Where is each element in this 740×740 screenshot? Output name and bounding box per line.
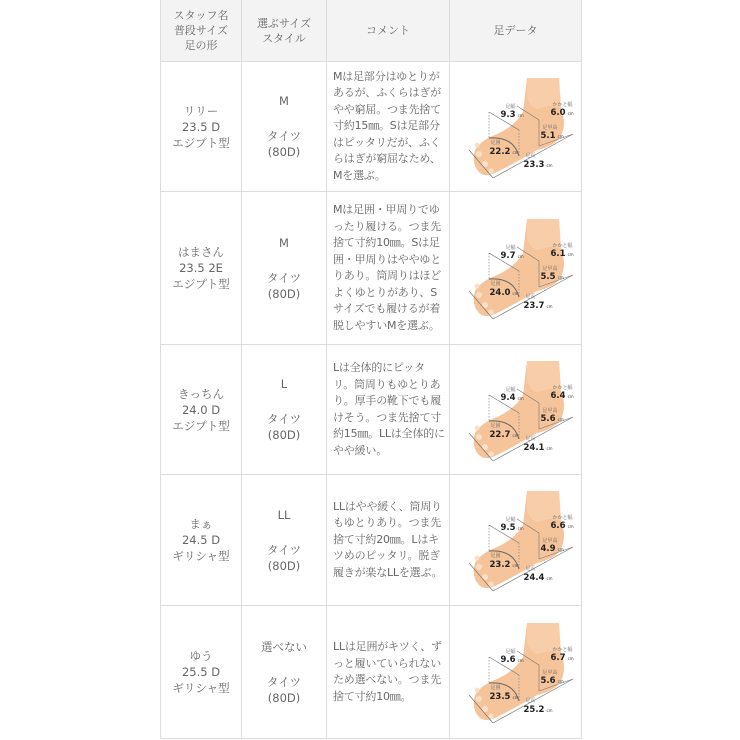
heel-width-value [551,392,574,401]
foot-width-label: 足幅 [505,517,516,523]
length-value [524,444,553,453]
unit-label: cm [517,395,524,401]
unit-label: cm [567,524,574,529]
style-denier: (80D) [267,690,301,705]
measurement-number: 22.2 [489,146,511,157]
header-chosen-size: 選ぶサイズ [256,16,312,30]
measurement-number: 4.9 [540,544,556,554]
foot-diagram [457,613,575,731]
staff-cell [161,62,242,192]
header-staff-name: スタッフ名 [173,9,229,22]
measurement-number: 23.2 [489,560,511,570]
girth-value [490,561,519,570]
instep-value [541,545,564,554]
heel-width-value [551,522,574,531]
measurement-number: 9.4 [500,392,516,403]
staff-size-comparison-table [160,0,582,739]
girth-value [490,289,519,298]
measurement-number: 6.4 [550,390,566,401]
foot-diagram [457,351,575,469]
instep-label: 足甲高 [542,407,558,414]
foot-width-label: 足幅 [505,103,516,110]
unit-label: cm [557,679,564,684]
measurement-number: 24.4 [523,573,545,583]
foot-shape: ギリシャ型 [172,549,230,563]
usual-size: 24.5 D [181,533,221,547]
style-denier: (80D) [267,145,301,159]
measurement-number: 25.2 [523,705,545,715]
size-style-cell [242,62,327,192]
measurement-number: 23.5 [489,692,511,702]
heel-width-value [551,250,574,259]
heel-width-value [551,654,574,663]
measurement-number: 5.5 [540,272,556,282]
usual-size: 23.5 D [181,119,221,134]
unit-label: cm [517,254,524,259]
measurement-number: 6.7 [550,653,566,663]
size-style-cell [242,345,327,475]
style-denier: (80D) [267,558,301,573]
unit-label: cm [567,393,574,399]
table-row [161,192,582,345]
staff-cell [161,475,242,606]
instep-value [541,273,564,282]
heel-width-label: かかと幅 [552,243,573,249]
comment-cell: Mは足囲・甲周りでゆったり履ける。つま先捨て寸約10㎜。Sは足囲・甲周りはややゆとりあり。筒周りはほどよくゆとりがあり、Sサイズでも履けるが着脱しやすいMを選ぶ。 [327,192,450,345]
foot-width-value [501,394,524,403]
instep-value [541,415,564,424]
foot-diagram [457,209,575,327]
instep-label: 足甲高 [542,538,558,544]
instep-label: 足甲高 [542,124,558,131]
staff-cell [161,192,242,345]
foot-width-label: 足幅 [505,245,516,251]
foot-data-cell [450,345,582,475]
unit-label: cm [557,133,564,139]
foot-shape: エジプト型 [172,135,230,150]
measurement-number: 23.3 [523,159,545,170]
length-label: 足長 [525,566,536,572]
heel-width-value [551,109,574,118]
heel-width-label: かかと幅 [552,647,573,653]
style-type: タイツ [266,542,302,557]
unit-label: cm [512,432,519,438]
table-row [161,475,582,606]
length-label: 足長 [525,698,536,704]
measurement-number: 5.1 [540,130,556,141]
measurement-number: 9.6 [500,655,516,665]
chosen-size: 選べない [261,639,307,654]
measurement-number: 9.5 [500,523,516,533]
chosen-size: M [279,235,289,250]
length-label: 足長 [525,435,536,442]
measurement-number: 5.6 [540,413,556,424]
measurement-number: 5.6 [540,676,556,686]
size-style-cell [242,606,327,739]
table-row [161,62,582,192]
unit-label: cm [546,708,553,713]
unit-label: cm [512,291,519,296]
size-style-cell [242,192,327,345]
chosen-size: LL [277,507,291,522]
header-style: スタイル [262,31,306,45]
header-comment: コメント [327,0,450,62]
instep-label: 足甲高 [542,670,558,676]
measurement-number: 9.3 [500,109,516,120]
header-size-style [242,0,327,62]
measurement-number: 22.7 [489,429,511,440]
style-type: タイツ [266,270,302,285]
girth-label: 足囲 [490,281,501,287]
heel-width-label: かかと幅 [552,384,573,391]
instep-value [541,677,564,686]
girth-value [490,693,519,702]
staff-name: はまさん [178,245,224,259]
foot-shape: エジプト型 [172,277,230,291]
unit-label: cm [517,658,524,663]
measurement-number: 23.7 [523,301,545,311]
usual-size: 23.5 2E [179,261,223,275]
measurement-number: 24.1 [523,442,545,453]
foot-data-cell [450,606,582,739]
measurement-number: 9.7 [500,251,516,261]
unit-label: cm [512,149,519,155]
unit-label: cm [546,576,553,581]
comment-cell: Lは全体的にピッタリ。筒周りもゆとりあり。厚手の靴下でも履けそう。つま先捨て寸約15㎜。LLは全体的にやや緩い。 [327,345,450,475]
unit-label: cm [546,445,553,451]
header-usual-size: 普段サイズ [173,24,229,37]
comment-cell: LLは足囲がキツく、ずっと履いていられないため選べない。つま先捨て寸約10㎜。 [327,606,450,739]
style-denier: (80D) [267,286,301,301]
header-staff [161,0,242,62]
usual-size: 25.5 D [181,665,221,679]
measurement-number: 6.0 [550,107,566,118]
foot-diagram [457,481,575,599]
unit-label: cm [557,275,564,280]
girth-value [490,148,519,157]
length-value [524,574,553,583]
unit-label: cm [512,695,519,700]
unit-label: cm [512,563,519,568]
chosen-size: L [280,377,288,391]
girth-label: 足囲 [490,139,501,146]
foot-width-value [501,111,524,120]
header-foot-shape: 足の形 [184,39,218,52]
style-type: タイツ [266,674,302,689]
style-denier: (80D) [267,428,301,442]
unit-label: cm [557,416,564,422]
table-row [161,345,582,475]
foot-width-label: 足幅 [505,649,516,655]
girth-value [490,431,519,440]
unit-label: cm [546,162,553,168]
foot-data-cell [450,192,582,345]
instep-value [541,132,564,141]
girth-label: 足囲 [490,685,501,691]
length-value [524,706,553,715]
foot-shape: エジプト型 [172,418,230,433]
measurement-number: 24.0 [489,288,511,298]
girth-label: 足囲 [490,422,501,429]
size-style-cell [242,475,327,606]
foot-shape: ギリシャ型 [172,681,230,695]
staff-name: まぁ [189,517,213,531]
staff-cell [161,606,242,739]
unit-label: cm [557,547,564,552]
unit-label: cm [517,526,524,531]
foot-data-cell [450,62,582,192]
foot-width-value [501,524,524,533]
table-row [161,606,582,739]
header-foot-data: 足データ [450,0,582,62]
staff-name: ゆう [189,649,213,663]
measurement-number: 6.6 [550,521,566,531]
foot-width-value [501,656,524,665]
heel-width-label: かかと幅 [552,515,573,521]
unit-label: cm [517,112,524,118]
heel-width-label: かかと幅 [552,101,573,108]
length-value [524,302,553,311]
unit-label: cm [546,304,553,309]
foot-diagram [457,68,575,186]
girth-label: 足囲 [490,553,501,559]
foot-width-label: 足幅 [505,386,516,393]
staff-name: きっちん [178,386,224,401]
foot-width-value [501,252,524,261]
staff-cell [161,345,242,475]
length-label: 足長 [525,152,536,159]
unit-label: cm [567,110,574,116]
style-type: タイツ [266,129,302,143]
style-type: タイツ [266,412,302,426]
measurement-number: 6.1 [550,249,566,259]
instep-label: 足甲高 [542,266,558,272]
length-value [524,161,553,170]
header-row [161,0,582,62]
chosen-size: M [279,94,289,108]
comment-cell: LLはやや緩く、筒周りもゆとりあり。つま先捨て寸約20㎜。Lはキツめのピッタリ。脱ぎ履きが楽なLLを選ぶ。 [327,475,450,606]
staff-name: リリー [183,103,219,118]
usual-size: 24.0 D [181,402,221,417]
unit-label: cm [567,252,574,257]
comment-cell: Mは足部分はゆとりがあるが、ふくらはぎがやや窮屈。つま先捨て寸約15㎜。Sは足部分はピッタリだが、ふくらはぎが窮屈なため、Mを選ぶ。 [327,62,450,192]
length-label: 足長 [525,294,536,300]
unit-label: cm [567,656,574,661]
foot-data-cell [450,475,582,606]
